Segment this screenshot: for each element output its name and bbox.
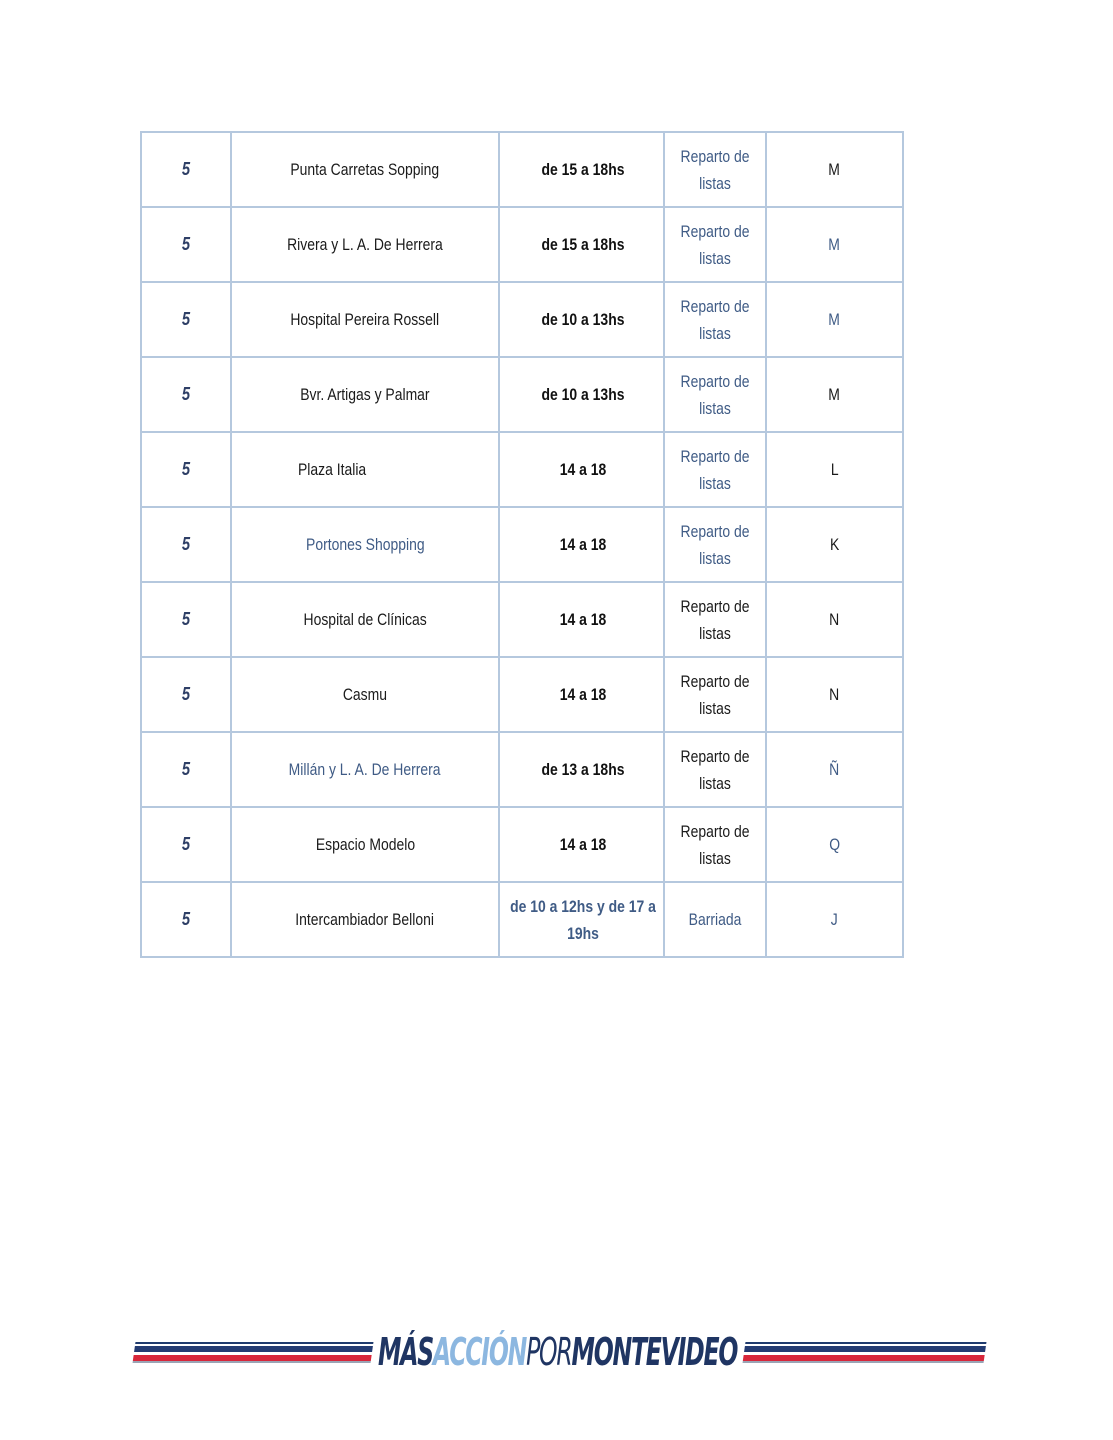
activity-cell xyxy=(664,882,766,957)
time-cell xyxy=(499,732,664,807)
brand-logo xyxy=(378,1330,738,1374)
flag-stripes-left xyxy=(133,1342,374,1363)
activity-cell xyxy=(664,357,766,432)
location-name: Intercambiador Belloni xyxy=(295,910,435,929)
activity-cell xyxy=(664,807,766,882)
row-number: 5 xyxy=(181,159,191,179)
activity-type: Barriada xyxy=(688,910,742,929)
location-name: Plaza Italia xyxy=(298,460,367,479)
table-row xyxy=(141,507,903,582)
row-number: 5 xyxy=(181,234,191,254)
table-row xyxy=(141,882,903,957)
list-code: M xyxy=(828,160,841,179)
table-row xyxy=(141,807,903,882)
activity-type: Reparto de listas xyxy=(680,596,750,643)
location-cell xyxy=(231,507,499,582)
time-range: de 15 a 18hs xyxy=(541,235,625,254)
location-name: Millán y L. A. De Herrera xyxy=(289,760,441,779)
time-range: de 10 a 13hs xyxy=(541,385,625,404)
list-code: K xyxy=(829,535,840,554)
list-code: J xyxy=(831,910,838,929)
list-code: N xyxy=(829,610,840,629)
row-number-cell xyxy=(141,132,231,207)
time-cell xyxy=(499,507,664,582)
activity-cell xyxy=(664,207,766,282)
row-number-cell xyxy=(141,282,231,357)
table-row xyxy=(141,732,903,807)
row-number: 5 xyxy=(181,309,191,329)
time-range: 14 a 18 xyxy=(559,685,607,704)
brand-logo-mas: MÁS xyxy=(378,1330,433,1374)
row-number-cell xyxy=(141,657,231,732)
time-range: 14 a 18 xyxy=(559,835,607,854)
location-cell xyxy=(231,657,499,732)
row-number-cell xyxy=(141,207,231,282)
list-code-cell xyxy=(766,507,903,582)
table-row xyxy=(141,657,903,732)
list-code-cell xyxy=(766,282,903,357)
footer-banner xyxy=(134,1331,985,1373)
list-code-cell xyxy=(766,732,903,807)
activity-type: Reparto de listas xyxy=(680,371,750,418)
time-range: de 13 a 18hs xyxy=(541,760,625,779)
time-cell xyxy=(499,357,664,432)
location-name: Hospital Pereira Rossell xyxy=(290,310,440,329)
table-row xyxy=(141,357,903,432)
row-number: 5 xyxy=(181,834,191,854)
activity-type: Reparto de listas xyxy=(680,146,750,193)
list-code-cell xyxy=(766,207,903,282)
location-cell xyxy=(231,132,499,207)
list-code-cell xyxy=(766,582,903,657)
time-cell xyxy=(499,132,664,207)
list-code: Ñ xyxy=(829,760,840,779)
row-number: 5 xyxy=(181,909,191,929)
location-cell xyxy=(231,732,499,807)
activity-type: Reparto de listas xyxy=(680,671,750,718)
time-range: 14 a 18 xyxy=(559,460,607,479)
list-code: M xyxy=(828,310,841,329)
activity-cell xyxy=(664,507,766,582)
time-cell xyxy=(499,582,664,657)
list-code: M xyxy=(828,235,841,254)
time-cell xyxy=(499,807,664,882)
location-name: Casmu xyxy=(342,685,388,704)
activity-type: Reparto de listas xyxy=(680,521,750,568)
time-cell xyxy=(499,657,664,732)
list-code: N xyxy=(829,685,840,704)
row-number: 5 xyxy=(181,684,191,704)
activity-type: Reparto de listas xyxy=(680,296,750,343)
activity-type: Reparto de listas xyxy=(680,446,750,493)
list-code-cell xyxy=(766,882,903,957)
location-cell xyxy=(231,582,499,657)
location-cell xyxy=(231,207,499,282)
row-number: 5 xyxy=(181,459,191,479)
activity-cell xyxy=(664,657,766,732)
location-name: Bvr. Artigas y Palmar xyxy=(300,385,430,404)
time-cell xyxy=(499,207,664,282)
location-name: Rivera y L. A. De Herrera xyxy=(287,235,443,254)
brand-logo-montevideo: MONTEVIDEO xyxy=(571,1330,738,1374)
activity-cell xyxy=(664,132,766,207)
table-row xyxy=(141,582,903,657)
location-cell xyxy=(231,357,499,432)
location-cell xyxy=(231,432,499,507)
table-row xyxy=(141,132,903,207)
table-row xyxy=(141,282,903,357)
flag-stripes-right xyxy=(743,1342,987,1363)
activity-type: Reparto de listas xyxy=(680,821,750,868)
row-number: 5 xyxy=(181,609,191,629)
time-range: de 10 a 13hs xyxy=(541,310,625,329)
time-cell xyxy=(499,882,664,957)
list-code-cell xyxy=(766,657,903,732)
time-cell xyxy=(499,432,664,507)
row-number-cell xyxy=(141,582,231,657)
row-number-cell xyxy=(141,882,231,957)
row-number-cell xyxy=(141,357,231,432)
row-number-cell xyxy=(141,507,231,582)
table-row xyxy=(141,432,903,507)
list-code-cell xyxy=(766,432,903,507)
brand-logo-accion: ACCIÓN xyxy=(432,1330,527,1374)
list-code: M xyxy=(828,385,841,404)
table-row xyxy=(141,207,903,282)
row-number: 5 xyxy=(181,534,191,554)
time-range: 14 a 18 xyxy=(559,535,607,554)
location-cell xyxy=(231,807,499,882)
time-range: de 10 a 12hs y de 17 a 19hs xyxy=(510,896,656,943)
row-number: 5 xyxy=(181,759,191,779)
activity-cell xyxy=(664,582,766,657)
brand-logo-por: POR xyxy=(526,1330,572,1374)
list-code: Q xyxy=(829,835,840,854)
location-name: Espacio Modelo xyxy=(315,835,415,854)
location-cell xyxy=(231,882,499,957)
activity-cell xyxy=(664,732,766,807)
list-code-cell xyxy=(766,357,903,432)
schedule-body xyxy=(141,132,903,957)
activity-type: Reparto de listas xyxy=(680,221,750,268)
list-code: L xyxy=(830,460,839,479)
row-number: 5 xyxy=(181,384,191,404)
location-name: Hospital de Clínicas xyxy=(303,610,427,629)
row-number-cell xyxy=(141,432,231,507)
time-cell xyxy=(499,282,664,357)
location-name: Portones Shopping xyxy=(305,535,425,554)
activity-cell xyxy=(664,432,766,507)
time-range: de 15 a 18hs xyxy=(541,160,625,179)
location-name: Punta Carretas Sopping xyxy=(290,160,440,179)
activity-type: Reparto de listas xyxy=(680,746,750,793)
activity-cell xyxy=(664,282,766,357)
time-range: 14 a 18 xyxy=(559,610,607,629)
location-cell xyxy=(231,282,499,357)
list-code-cell xyxy=(766,132,903,207)
row-number-cell xyxy=(141,807,231,882)
list-code-cell xyxy=(766,807,903,882)
row-number-cell xyxy=(141,732,231,807)
schedule-table xyxy=(140,131,904,958)
